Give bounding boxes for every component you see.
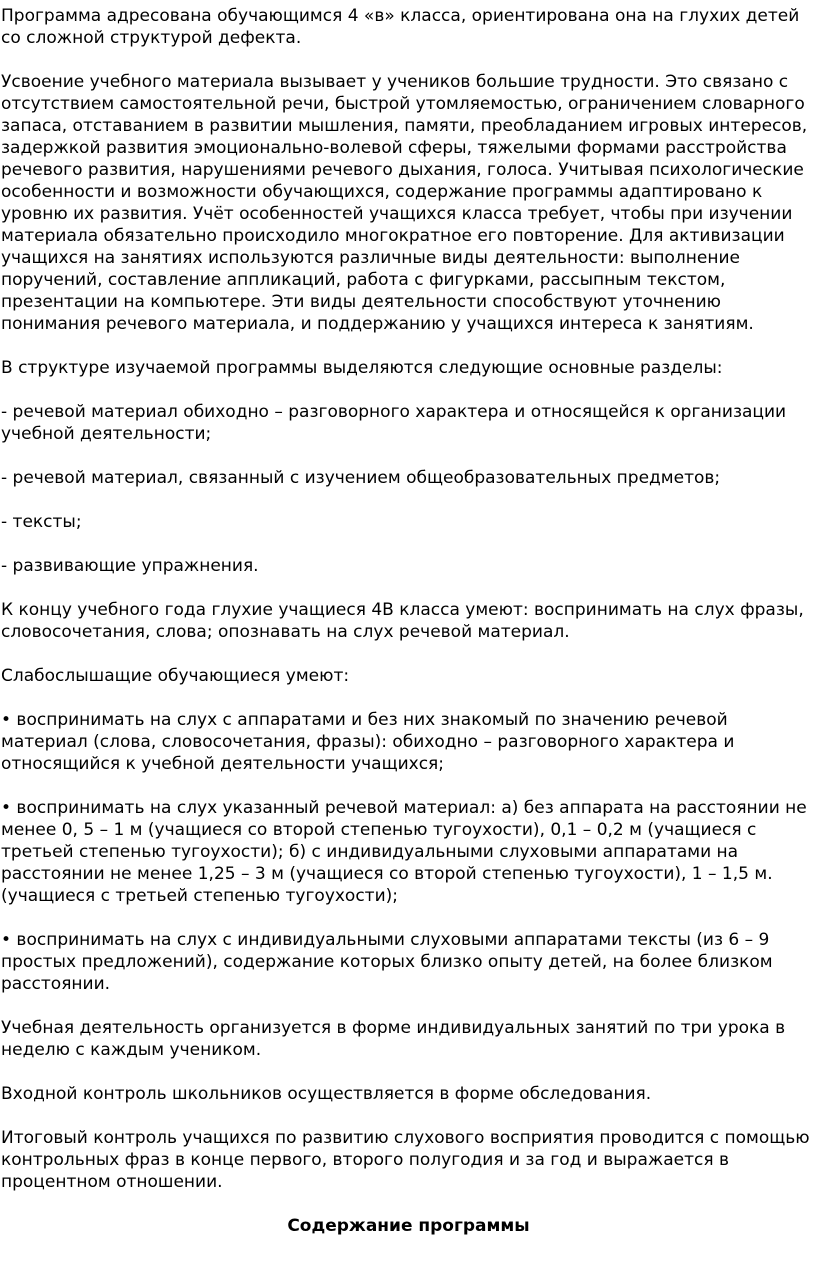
list-item-section-1: - речевой материал обиходно – разговорного характера и относящейся к организации учебной деятельности; xyxy=(1,402,787,444)
list-item-section-2: - речевой материал, связанный с изучением общеобразовательных предметов; xyxy=(1,468,721,488)
list-item-section-3: - тексты; xyxy=(1,512,82,532)
paragraph-final-control: Итоговый контроль учащихся по развитию слухового восприятия проводится с помощью контрольных фраз в конце первого, второго полугодия и за год и выражается в процентном отношении. xyxy=(1,1128,810,1192)
bullet-item-skill-3: • воспринимать на слух с индивидуальными слуховыми аппаратами тексты (из 6 – 9 простых предложений), содержание которых близко опыту детей, на более близком расстоянии. xyxy=(1,930,773,994)
paragraph-sections-intro: В структуре изучаемой программы выделяются следующие основные разделы: xyxy=(1,358,723,378)
paragraph-deaf-skills: К концу учебного года глухие учащиеся 4В класса умеют: воспринимать на слух фразы, словосочетания, слова; опознавать на слух речевой материал. xyxy=(1,600,804,642)
paragraph-hard-of-hearing-intro: Слабослышащие обучающиеся умеют: xyxy=(1,666,350,686)
section-heading: Содержание программы xyxy=(287,1216,530,1236)
paragraph-difficulties: Усвоение учебного материала вызывает у учеников большие трудности. Это связано с отсутствием самостоятельной речи, быстрой утомляемостью, ограничением словарного запаса, отставанием в развитии мышления, памяти, преобладанием игровых интересов, задержкой развития эмоционально-волевой сферы, тяжелыми формами расстройства речевого развития, нарушениями речевого дыхания, голоса. Учитывая психологические особенности и возможности обучающихся, содержание программы адаптировано к уровню их развития. Учёт особенностей учащихся класса требует, чтобы при изучении материала обязательно происходило многократное его повторение. Для активизации учащихся на занятиях используются различные виды деятельности: выполнение поручений, составление аппликаций, работа с фигурками, рассыпным текстом, презентации на компьютере. Эти виды деятельности способствуют уточнению понимания речевого материала, и поддержанию у учащихся интереса к занятиям. xyxy=(1,72,808,334)
paragraph-lesson-format: Учебная деятельность организуется в форме индивидуальных занятий по три урока в неделю с каждым учеником. xyxy=(1,1018,786,1060)
list-item-section-4: - развивающие упражнения. xyxy=(1,556,259,576)
paragraph-intro: Программа адресована обучающимся 4 «в» класса, ориентирована она на глухих детей со сложной структурой дефекта. xyxy=(1,6,800,48)
paragraph-entry-control: Входной контроль школьников осуществляется в форме обследования. xyxy=(1,1084,652,1104)
bullet-item-skill-2: • воспринимать на слух указанный речевой материал: а) без аппарата на расстоянии не менее 0, 5 – 1 м (учащиеся со второй степенью тугоухости), 0,1 – 0,2 м (учащиеся с третьей степенью тугоухости); б) с индивидуальными слуховыми аппаратами на расстоянии не менее 1,25 – 3 м (учащиеся со второй степенью тугоухости), 1 – 1,5 м. (учащиеся с третьей степенью тугоухости); xyxy=(1,798,807,906)
bullet-item-skill-1: • воспринимать на слух с аппаратами и без них знакомый по значению речевой материал (слова, словосочетания, фразы): обиходно – разговорного характера и относящийся к учебной деятельности учащихся; xyxy=(1,710,735,774)
